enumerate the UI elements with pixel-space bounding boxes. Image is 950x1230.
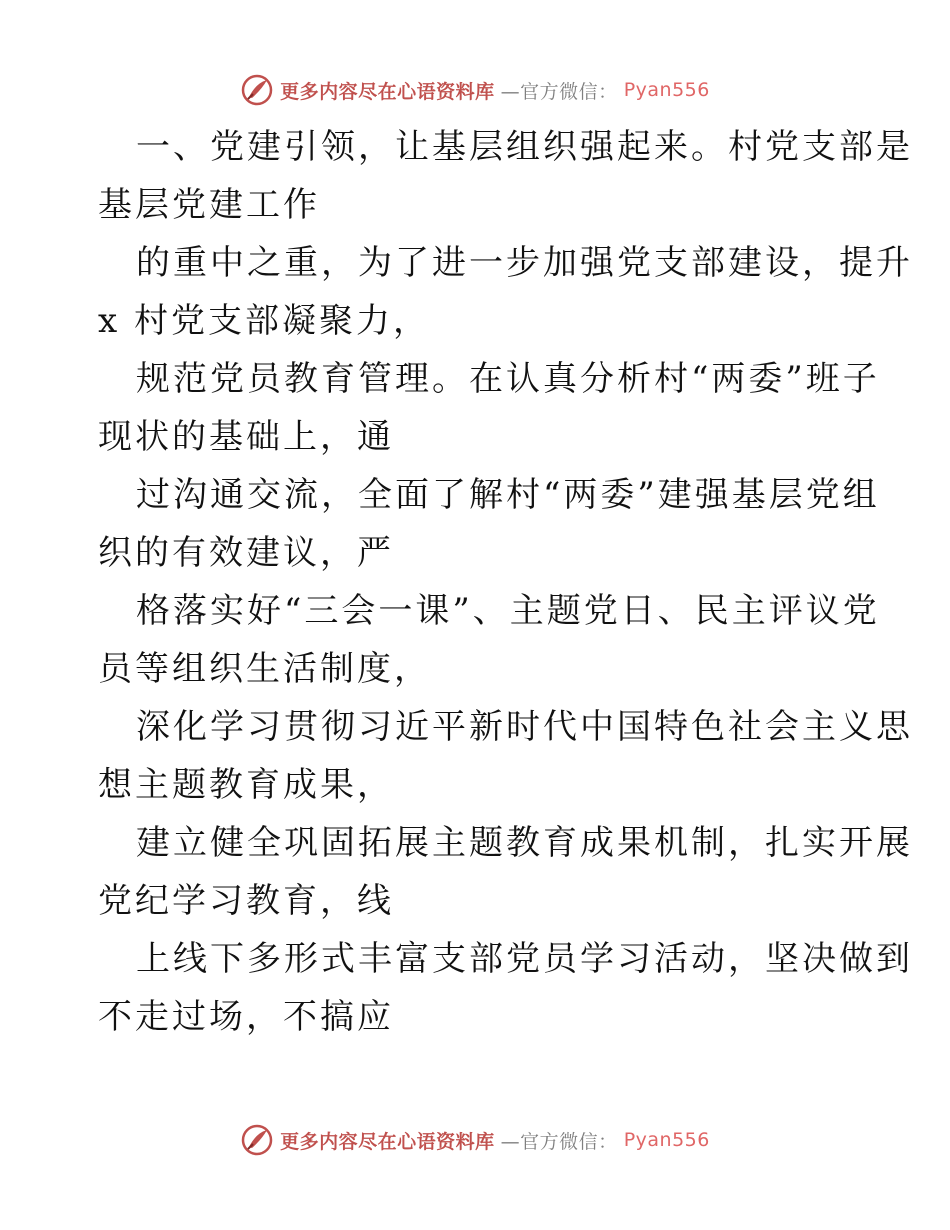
footer-watermark xyxy=(0,1122,950,1158)
text-line: 党纪学习教育，线 xyxy=(98,881,394,921)
paragraph xyxy=(98,466,880,582)
paragraph xyxy=(98,234,913,350)
watermark-dash-text: —官方微信： xyxy=(500,1130,618,1153)
pen-quill-icon xyxy=(240,73,274,107)
text-line: 一、党建引领，让基层组织强起来。村党支部是 xyxy=(136,127,913,167)
text-line: 深化学习贯彻习近平新时代中国特色社会主义思 xyxy=(136,707,913,747)
document-body xyxy=(98,118,913,1046)
text-line: 规范党员教育管理。在认真分析村“两委”班子 xyxy=(136,359,880,399)
text-line: 过沟通交流，全面了解村“两委”建强基层党组 xyxy=(136,475,880,515)
paragraph xyxy=(98,118,913,234)
paragraph xyxy=(98,582,880,698)
watermark-dash-text: —官方微信： xyxy=(500,80,618,103)
header-watermark xyxy=(0,72,950,108)
text-line: 基层党建工作 xyxy=(98,185,320,225)
pen-quill-icon xyxy=(240,1123,274,1157)
watermark-site-text: 更多内容尽在心语资料库 xyxy=(280,80,495,103)
text-line: x 村党支部凝聚力， xyxy=(98,301,430,341)
text-line: 织的有效建议，严 xyxy=(98,533,394,573)
text-line: 员等组织生活制度， xyxy=(98,649,431,689)
text-line: 想主题教育成果， xyxy=(98,765,394,805)
paragraph xyxy=(98,814,913,930)
watermark-site-text: 更多内容尽在心语资料库 xyxy=(280,1130,495,1153)
text-line: 建立健全巩固拓展主题教育成果机制，扎实开展 xyxy=(136,823,913,863)
text-line: 格落实好“三会一课”、主题党日、民主评议党 xyxy=(136,591,880,631)
paragraph xyxy=(98,930,913,1046)
text-line: 现状的基础上，通 xyxy=(98,417,394,457)
text-line: 不走过场，不搞应 xyxy=(98,997,394,1037)
paragraph xyxy=(98,350,880,466)
text-line: 上线下多形式丰富支部党员学习活动，坚决做到 xyxy=(136,939,913,979)
watermark-wechat-id: Pyan556 xyxy=(623,1129,710,1151)
watermark-wechat-id: Pyan556 xyxy=(623,79,710,101)
text-line: 的重中之重，为了进一步加强党支部建设，提升 xyxy=(136,243,913,283)
paragraph xyxy=(98,698,913,814)
